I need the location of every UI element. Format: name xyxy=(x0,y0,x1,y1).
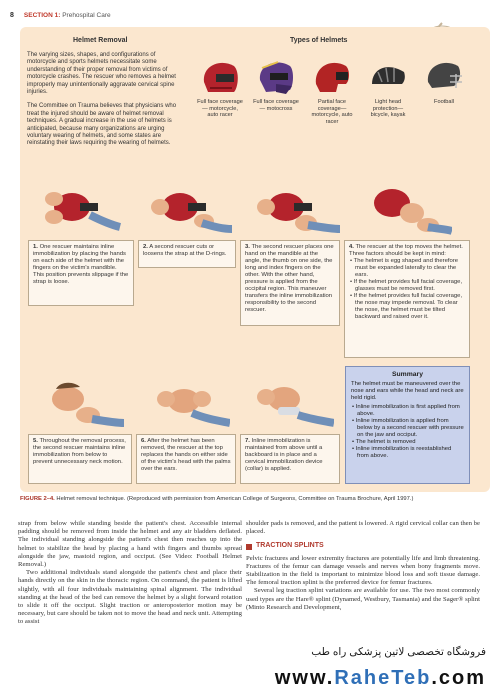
step-5-box xyxy=(28,434,132,484)
factor-item: • If the helmet provides full facial coverage, the nose may impede removal. To clear the nose, the helmet must be tilted backward and raised over it. xyxy=(349,293,465,321)
step-number: 7. xyxy=(245,438,250,444)
summary-title: Summary xyxy=(392,371,423,378)
helmet-football xyxy=(420,58,468,106)
rescuer-hands-on-helmet-icon xyxy=(32,177,122,235)
step-number: 4. xyxy=(349,244,354,250)
summary-item: • Inline immobilization is reestablished from above. xyxy=(351,446,464,460)
step-3-box xyxy=(240,240,340,326)
palms-over-ears-icon xyxy=(140,370,230,430)
body-paragraph: shoulder pads is removed, and the patient is lowered. A rigid cervical collar can then be placed. xyxy=(246,520,480,536)
helmet-removal-text xyxy=(27,52,185,155)
page-number: 8 xyxy=(10,11,14,19)
helmet-partial-face xyxy=(308,58,356,125)
url-suffix: .com xyxy=(431,667,486,689)
section-number: SECTION 1: xyxy=(23,11,61,19)
cervical-collar-icon xyxy=(244,370,334,430)
bicycle-helmet-icon xyxy=(368,58,408,96)
step-7-box xyxy=(240,434,340,484)
step-text: A second rescuer cuts or loosens the strap at the D-rings. xyxy=(143,244,227,257)
helmet-motocross xyxy=(252,58,300,112)
football-helmet-icon xyxy=(424,58,464,96)
full-face-helmet-icon xyxy=(200,58,240,96)
step-text: After the helmet has been removed, the rescuer at the top replaces the hands on either side of the victim's head with the palms over the ears. xyxy=(141,438,231,472)
figure-label: FIGURE 2–4. xyxy=(20,496,55,502)
helmet-removal-title: Helmet Removal xyxy=(73,37,128,44)
partial-face-helmet-icon xyxy=(312,58,352,96)
step-4-box xyxy=(344,240,470,358)
inline-immobilization-below-icon xyxy=(34,370,124,430)
figure-caption-text: Helmet removal technique. (Reproduced with permission from American College of Surgeons, Committee on Trauma Brochure, April 1997.) xyxy=(56,496,414,502)
helmet-label: Light head protection— bicycle, kayak xyxy=(370,99,406,119)
traction-splints-heading xyxy=(246,542,480,550)
illustration-step-6 xyxy=(140,370,230,430)
footer-persian-text: فروشگاه تخصصی لاتین پزشکی راه طب xyxy=(311,646,486,658)
helmet-full-face xyxy=(196,58,244,119)
step-number: 5. xyxy=(33,438,38,444)
url-brand: RaheTeb xyxy=(334,667,432,689)
step-number: 1. xyxy=(33,244,38,250)
motocross-helmet-icon xyxy=(256,58,296,96)
factor-item: • The helmet is egg shaped and therefore must be expanded laterally to clear the ears. xyxy=(349,258,465,279)
body-column-left xyxy=(18,520,242,627)
step-number: 6. xyxy=(141,438,146,444)
step-text: The second rescuer places one hand on the mandible at the angle, the thumb on one side, the long and index fingers on the other. With the other hand, pressure is applied from the occipital region. This maneuver transfers the inline immobilization responsibility to the second rescuer. xyxy=(245,244,334,313)
summary-intro: The helmet must be maneuvered over the nose and ears while the head and neck are held rigid. xyxy=(351,381,464,401)
step-text: The rescuer at the top moves the helmet. Three factors should be kept in mind: xyxy=(349,244,463,257)
body-paragraph: Pelvic fractures and lower extremity fractures are potentially life and limb threatening. Fractures of the femur can damage vessels and nerves when bony fragments move. Stabilization in the field is important to minimize blood loss and soft tissue damage. The femoral traction splint is the preferred device for femur fractures. xyxy=(246,554,480,587)
illustration-step-2 xyxy=(142,177,232,235)
body-paragraph: Two additional individuals stand alongside the patient's chest and place their hands directly on the skin in the thoracic region. On command, the patient is lifted slightly, with all four individuals maintaining spinal alignment. The individual standing at the head of the bed can remove the helmet by a slight forward rotation to slide it off the occiput. Slight traction or anteroposterior motion may be necessary, but care should be taken not to move the head and neck unit. Attempting to assist xyxy=(18,569,242,626)
illustration-step-4 xyxy=(362,177,452,235)
step-1-box xyxy=(28,240,134,306)
body-paragraph: strap from below while standing beside the patient's chest. Accessible internal padding should be removed from inside the helmet and any air bladders deflated. The individual standing alongside the patient's chest then reaches up into the helmet to stabilize the head by placing a hand with fingers and thumbs spread alongside the jaw, mastoid region, and occiput. (See Video: Football Helmet Removal.) xyxy=(18,520,242,569)
footer-url[interactable] xyxy=(275,667,486,690)
types-of-helmets-title: Types of Helmets xyxy=(290,37,348,44)
summary-box xyxy=(345,366,470,484)
body-column-right xyxy=(246,520,480,612)
step-text: Throughout the removal process, the second rescuer maintains inline immobilization from below to prevent unnecessary neck motion. xyxy=(33,438,126,465)
summary-item: • Inline immobilization is first applied from above. xyxy=(351,404,464,418)
step-2-box xyxy=(138,240,236,268)
cut-strap-icon xyxy=(142,177,232,235)
helmet-removal-paragraph-1: The varying sizes, shapes, and configurations of motorcycle and sports helmets necessitate some understanding of their proper removal from victims of motorcycle crashes. The rescuer who removes a helmet improperly may unintentionally aggravate cervical spine injuries. xyxy=(27,52,176,96)
helmet-removal-icon xyxy=(362,177,452,235)
step-number: 3. xyxy=(245,244,250,250)
helmet-light xyxy=(364,58,412,119)
step-6-box xyxy=(136,434,236,484)
helmet-label: Full face coverage— motorcycle, auto racer xyxy=(197,99,243,119)
illustration-step-1 xyxy=(32,177,122,235)
factor-item: • If the helmet provides full facial coverage, glasses must be removed first. xyxy=(349,279,465,293)
traction-splints-title: TRACTION SPLINTS xyxy=(256,542,324,550)
summary-item: • Inline immobilization is applied from below by a second rescuer with pressure on the jaw and occiput. xyxy=(351,418,464,439)
url-prefix: www. xyxy=(274,667,335,689)
helmet-types-row xyxy=(196,58,476,153)
section-label xyxy=(24,12,111,19)
helmet-label: Full face coverage— motocross xyxy=(253,99,299,112)
step-number: 2. xyxy=(143,244,148,250)
heading-square-icon xyxy=(246,544,252,550)
helmet-removal-paragraph-2: The Committee on Trauma believes that physicians who treat the injured should be aware of helmet removal techniques. A gradual increase in the use of helmets is anticipated, because many organizations are urging voluntary wearing of helmets, and some states are reinstating their laws requiring the wearing of helmets. xyxy=(27,103,177,147)
helmet-label: Football xyxy=(434,99,454,105)
summary-list xyxy=(351,404,464,460)
illustration-step-7 xyxy=(244,370,334,430)
section-title: Prehospital Care xyxy=(62,11,111,19)
step-text: Inline immobilization is maintained from above until a backboard is in place and a cervical immobilization device (collar) is applied. xyxy=(245,438,323,472)
body-paragraph: Several leg traction splint variations are available for use. The two most commonly used types are the Hare® splint (Dynamed, Westbury, Tasmania) and the Sager® splint (Minto Research and Development, xyxy=(246,587,480,611)
illustration-step-5 xyxy=(34,370,124,430)
figure-caption xyxy=(20,496,490,502)
step-4-factors xyxy=(349,258,465,321)
second-rescuer-jaw-icon xyxy=(250,177,340,235)
helmet-label: Partial face coverage— motorcycle, auto racer xyxy=(311,99,353,125)
footer-banner xyxy=(0,642,500,700)
summary-item: • The helmet is removed xyxy=(351,439,464,446)
illustration-step-3 xyxy=(250,177,340,235)
step-text: One rescuer maintains inline immobilization by placing the hands on each side of the helmet with the fingers on the victim's mandible. This position prevents slippage if the strap is loose. xyxy=(33,244,129,285)
